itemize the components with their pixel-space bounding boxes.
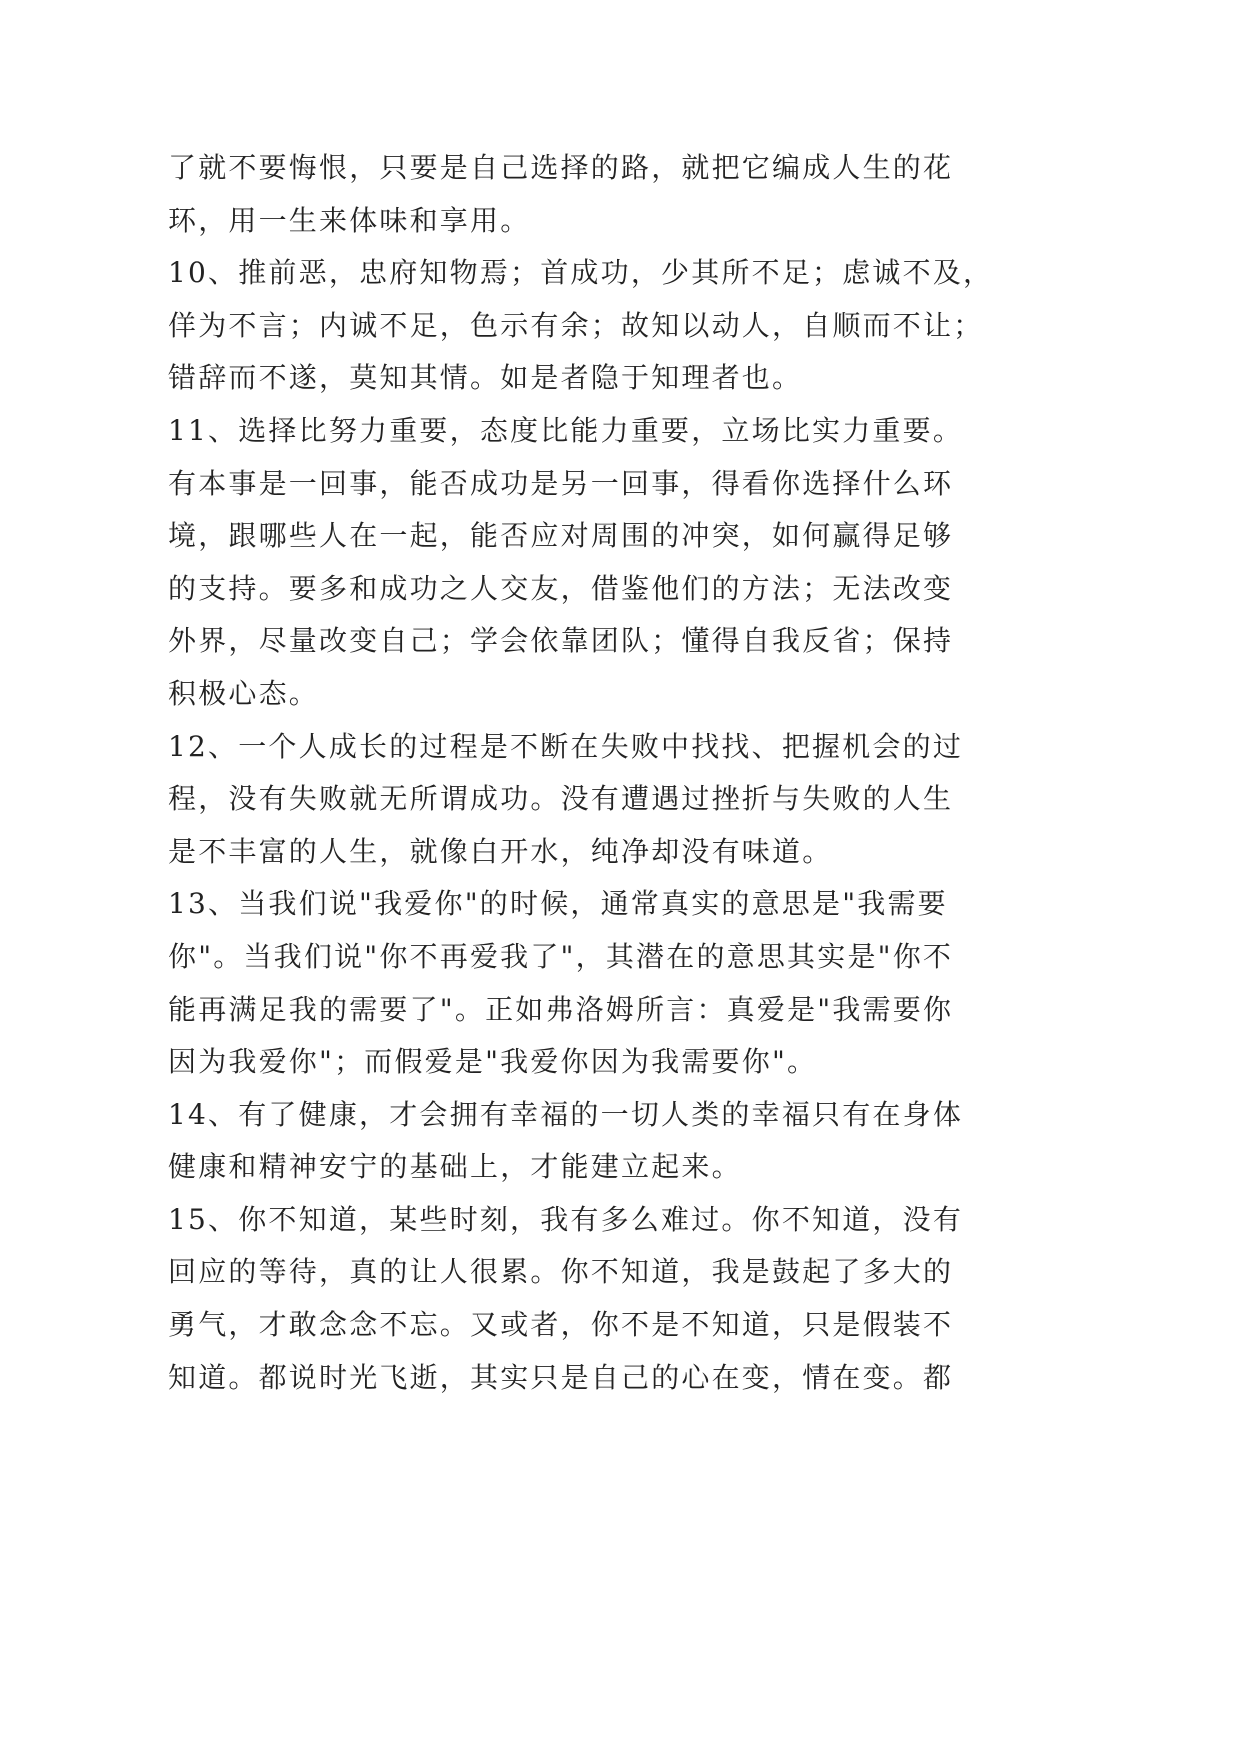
text-line: 能再满足我的需要了"。正如弗洛姆所言：真爱是"我需要你 [168, 992, 954, 1026]
text-line: 11、选择比努力重要，态度比能力重要，立场比实力重要。 [168, 413, 964, 447]
text-line: 知道。都说时光飞逝，其实只是自己的心在变，情在变。都 [168, 1360, 954, 1394]
text-line: 有本事是一回事，能否成功是另一回事，得看你选择什么环 [168, 466, 954, 500]
text-line: 10、推前恶，忠府知物焉；首成功，少其所不足；虑诚不及， [168, 256, 994, 290]
text-line: 13、当我们说"我爱你"的时候，通常真实的意思是"我需要 [168, 887, 948, 921]
text-line: 15、你不知道，某些时刻，我有多么难过。你不知道，没有 [168, 1202, 964, 1236]
text-line: 境，跟哪些人在一起，能否应对周围的冲突，如何赢得足够 [168, 519, 954, 553]
text-line: 佯为不言；内诚不足，色示有余；故知以动人，自顺而不让； [168, 308, 984, 342]
text-line: 12、一个人成长的过程是不断在失败中找找、把握机会的过 [168, 729, 964, 763]
text-line: 外界，尽量改变自己；学会依靠团队；懂得自我反省；保持 [168, 624, 954, 658]
text-line: 是不丰富的人生，就像白开水，纯净却没有味道。 [168, 834, 833, 868]
text-line: 的支持。要多和成功之人交友，借鉴他们的方法；无法改变 [168, 571, 954, 605]
text-line: 勇气，才敢念念不忘。又或者，你不是不知道，只是假装不 [168, 1308, 954, 1342]
text-line: 积极心态。 [168, 676, 320, 710]
text-line: 环，用一生来体味和享用。 [168, 203, 531, 237]
text-line: 错辞而不遂，莫知其情。如是者隐于知理者也。 [168, 361, 803, 395]
text-line: 回应的等待，真的让人很累。你不知道，我是鼓起了多大的 [168, 1255, 954, 1289]
text-line: 程，没有失败就无所谓成功。没有遭遇过挫折与失败的人生 [168, 782, 954, 816]
text-line: 因为我爱你"；而假爱是"我爱你因为我需要你"。 [168, 1045, 818, 1079]
text-line: 14、有了健康，才会拥有幸福的一切人类的幸福只有在身体 [168, 1097, 964, 1131]
text-line: 了就不要悔恨，只要是自己选择的路，就把它编成人生的花 [168, 151, 954, 184]
text-line: 你"。当我们说"你不再爱我了"，其潜在的意思其实是"你不 [168, 939, 954, 973]
document-body [168, 142, 994, 1404]
text-line: 健康和精神安宁的基础上，才能建立起来。 [168, 1150, 742, 1184]
